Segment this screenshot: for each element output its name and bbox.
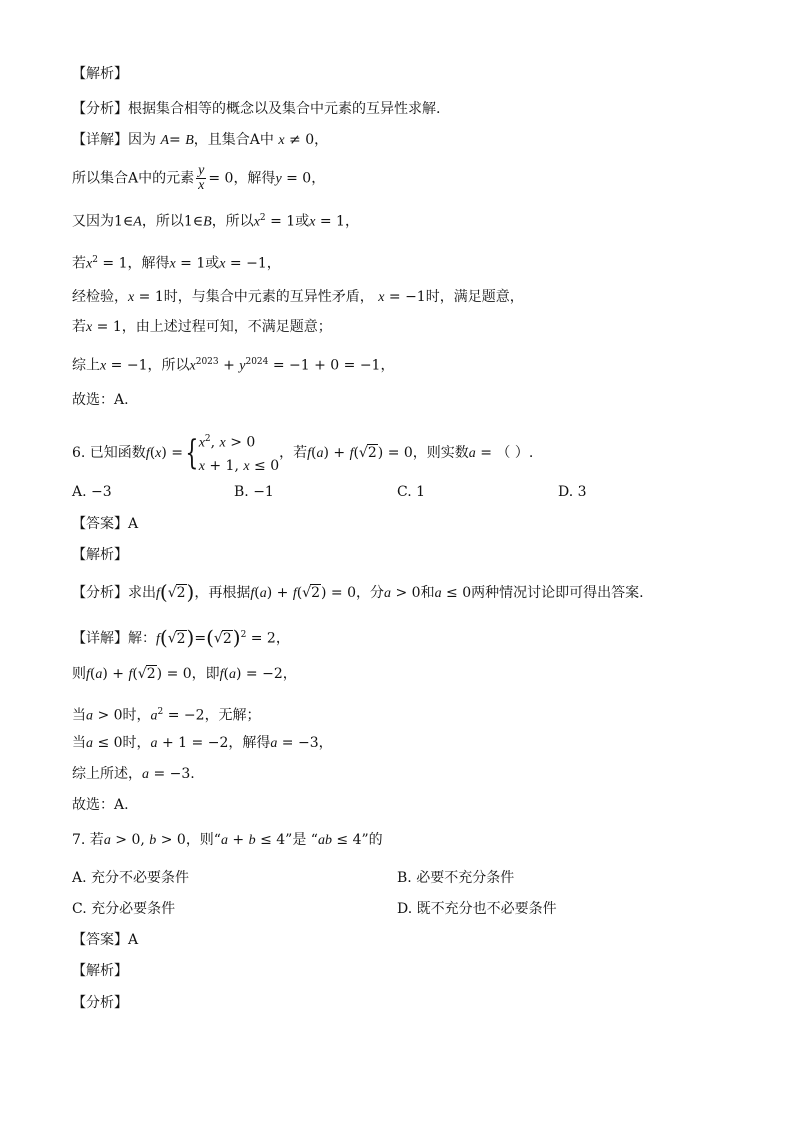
q7-option-c: C. 充分必要条件: [72, 901, 176, 917]
detail-line-4: 若$x^2 = 1$，解得x = 1或x = −1，: [72, 255, 281, 272]
section-jiexi-7: 【解析】: [72, 963, 128, 979]
q7-option-a: A. 充分不必要条件: [72, 870, 190, 886]
detail-6-line-2: 则f(a) + f(√2) = 0，即f(a) = −2，: [72, 666, 297, 682]
answer-choice-6: 故选：A.: [72, 797, 129, 813]
detail-line-6: 若x = 1，由上述过程可知，不满足题意；: [72, 319, 332, 335]
q6-option-d: D. 3: [558, 484, 587, 500]
analysis-7: 【分析】: [72, 995, 128, 1011]
detail-line-3: 又因为1∈A，所以1∈B，所以$x^2 = 1$或x = 1，: [72, 213, 359, 230]
detail-6-line-1: 【详解】解：$f(√2)=(√2)^2 = 2$，: [72, 625, 290, 650]
answer-7: 【答案】A: [72, 932, 139, 948]
detail-6-line-5: 综上所述，a = −3.: [72, 766, 195, 782]
piecewise-cases: $x^2$, x > 0 x + 1, x ≤ 0: [198, 434, 280, 474]
analysis-line: 【分析】根据集合相等的概念以及集合中元素的互异性求解.: [72, 101, 441, 117]
question-6: 6. 已知函数f(x) ={ $x^2$, x > 0 x + 1, x ≤ 0 ，若f(a) + f(√2) = 0，则实数a = （ ）.: [72, 428, 533, 478]
q6-option-b: B. −1: [234, 484, 274, 500]
section-jiexi-6: 【解析】: [72, 547, 128, 563]
detail-line-2: 所以集合A中的元素 $\frac{y}{x}$ = 0，解得y = 0，: [72, 163, 326, 193]
analysis-6: 【分析】求出f(√2)，再根据f(a) + f(√2) = 0，分a > 0和a ≤ 0两种情况讨论即可得出答案.: [72, 580, 644, 604]
detail-6-line-3: 当a > 0时，$a^2 = -2$，无解；: [72, 707, 261, 724]
detail-line-7: 综上x = −1，所以$x^{2023} + y^{2024} = -1 + 0 = -1$，: [72, 357, 395, 374]
left-brace: {: [185, 432, 199, 473]
fraction-y-over-x: $\frac{y}{x}$: [198, 163, 205, 193]
q6-option-a: A. −3: [72, 484, 112, 500]
detail-6-line-4: 当a ≤ 0时，a + 1 = −2，解得a = −3，: [72, 735, 333, 751]
answer-6: 【答案】A: [72, 516, 139, 532]
q7-option-d: D. 既不充分也不必要条件: [397, 901, 557, 917]
q6-option-c: C. 1: [397, 484, 426, 500]
answer-choice-5: 故选：A.: [72, 392, 129, 408]
detail-line-1: 【详解】因为 A= B，且集合A中 x ≠ 0，: [72, 132, 329, 148]
question-7: 7. 若a > 0, b > 0，则“a + b ≤ 4”是 “ab ≤ 4”的: [72, 832, 383, 848]
q7-option-b: B. 必要不充分条件: [397, 870, 515, 886]
section-jiexi: 【解析】: [72, 66, 128, 82]
detail-line-5: 经检验，x = 1时，与集合中元素的互异性矛盾， x = −1时，满足题意，: [72, 289, 524, 305]
